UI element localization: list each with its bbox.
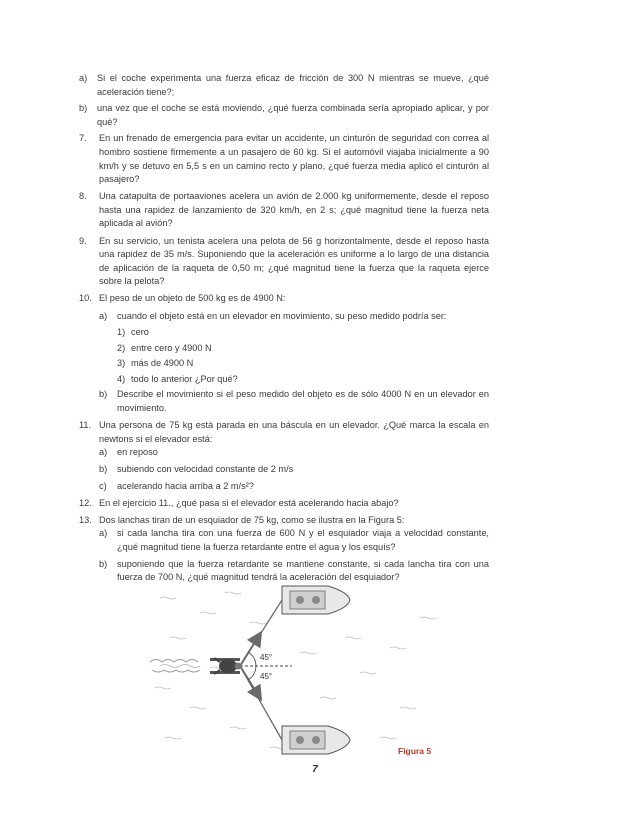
exercise-number: 11. [79,420,92,431]
angle-label-bottom: 45° [260,672,273,681]
boat-bottom [282,726,350,754]
option-label: 2) [117,342,126,353]
exercise-list [79,72,489,588]
sub-text: Si el coche experimenta una fuerza eficaz de fricción de 300 N mientras se mueve, ¿qué aceleración tiene?; [97,73,489,97]
exercise-number: 13. [79,514,92,525]
exercise-11 [79,419,489,493]
sub-label: a) [99,528,108,539]
angle-arc-bottom [249,666,257,680]
exercise-10b [99,388,489,415]
option-text: entre cero y 4900 N [131,342,212,353]
option-1 [99,326,489,340]
page-number: 7 [312,763,318,775]
exercise-6b [79,102,489,129]
exercise-12 [79,497,489,511]
exercise-text: Una catapulta de portaaviones acelera un avión de 2.000 kg uniformemente, desde el reposo hasta una rapidez de lanzamiento de 320 km/h, en 2 s; ¿qué magnitud tiene la fuerza neta aplicada al avión? [99,191,489,229]
option-text: todo lo anterior ¿Por qué? [131,373,238,384]
exercise-11c [99,480,489,494]
exercise-11b [99,463,489,477]
option-label: 3) [117,358,126,369]
water-skier [150,658,242,674]
exercise-10 [79,292,489,306]
sub-text: suponiendo que la fuerza retardante se mantiene constante, si cada lancha tira con una fuerza de 700 N, ¿qué magnitud tendrá la aceleración del esquiador? [117,558,489,583]
exercise-13 [79,514,489,585]
sub-text: Describe el movimiento si el peso medido del objeto es de sólo 4000 N en un elevador en movimiento. [117,389,489,414]
exercise-text: Una persona de 75 kg está parada en una báscula en un elevador. ¿Qué marca la escala en newtons si el elevador está: [99,420,489,444]
exercise-10-parts [79,310,489,416]
sub-label: b) [99,558,108,569]
sub-label: a) [99,310,108,321]
sub-text: acelerando hacia arriba a 2 m/s²? [117,480,254,491]
exercise-text: En el ejercicio 11., ¿qué pasa si el elevador está acelerando hacia abajo? [99,497,399,508]
exercise-6a [79,72,489,99]
option-4 [99,373,489,387]
figure-5-illustration [140,578,440,763]
sub-text: una vez que el coche se está moviendo, ¿qué fuerza combinada sería apropiado aplicar, y por qué? [97,103,489,127]
option-label: 1) [117,327,126,338]
exercise-13a [99,527,489,554]
force-arrow-top [240,634,260,666]
force-arrow-bottom [240,666,260,698]
option-label: 4) [117,373,126,384]
exercise-8 [79,190,489,231]
exercise-9 [79,235,489,289]
option-text: más de 4900 N [131,358,194,369]
sub-label: a) [99,447,108,458]
sub-text: si cada lancha tira con una fuerza de 600 N y el esquiador viaja a velocidad constante, ¿qué magnitud tiene la fuerza retardante entre el agua y los esquís? [117,528,489,552]
exercise-text: El peso de un objeto de 500 kg es de 4900 N: [99,293,286,304]
water-ripples [155,592,436,749]
exercise-11a [99,446,489,460]
exercise-number: 7. [79,133,87,144]
exercise-text: En un frenado de emergencia para evitar un accidente, un cinturón de seguridad con correa al hombro sostiene firmemente a un pasajero de 60 kg. Si el automóvil viajaba inicialmente a 90 km/h y se detuvo en 5,5 s en un camino recto y plano, ¿qué fuerza media aplicó el cinturón al pasajero? [99,133,489,185]
exercise-7 [79,132,489,186]
sub-label: b) [79,103,88,114]
sub-label: b) [99,463,108,474]
boat-top [282,586,350,614]
angle-label-top: 45° [260,653,273,662]
sub-label: c) [99,480,107,491]
option-2 [99,342,489,356]
angle-arc-top [249,652,257,666]
sub-label: b) [99,389,108,400]
exercise-number: 8. [79,191,87,202]
option-3 [99,357,489,371]
sub-text: en reposo [117,447,158,458]
sub-text: cuando el objeto está en un elevador en movimiento, su peso medido podría ser: [117,310,447,321]
exercise-text: En su servicio, un tenista acelera una pelota de 56 g horizontalmente, desde el reposo hasta una rapidez de 35 m/s. Suponiendo que la aceleración es uniforme a lo largo de una distancia de aplicación de la raqueta de 0,50 m; ¿qué magnitud tiene la fuerza que la raqueta ejerce sobre la pelota? [99,235,489,287]
exercise-number: 12. [79,497,92,508]
figure-5 [140,578,440,763]
figure-caption: Figura 5 [398,746,432,756]
exercise-number: 10. [79,293,92,304]
exercise-10a [99,310,489,324]
exercise-number: 9. [79,235,87,246]
option-text: cero [131,327,149,338]
sub-text: subiendo con velocidad constante de 2 m/s [117,463,294,474]
sub-label: a) [79,73,88,83]
exercise-text: Dos lanchas tiran de un esquiador de 75 kg, como se ilustra en la Figura 5: [99,514,405,525]
